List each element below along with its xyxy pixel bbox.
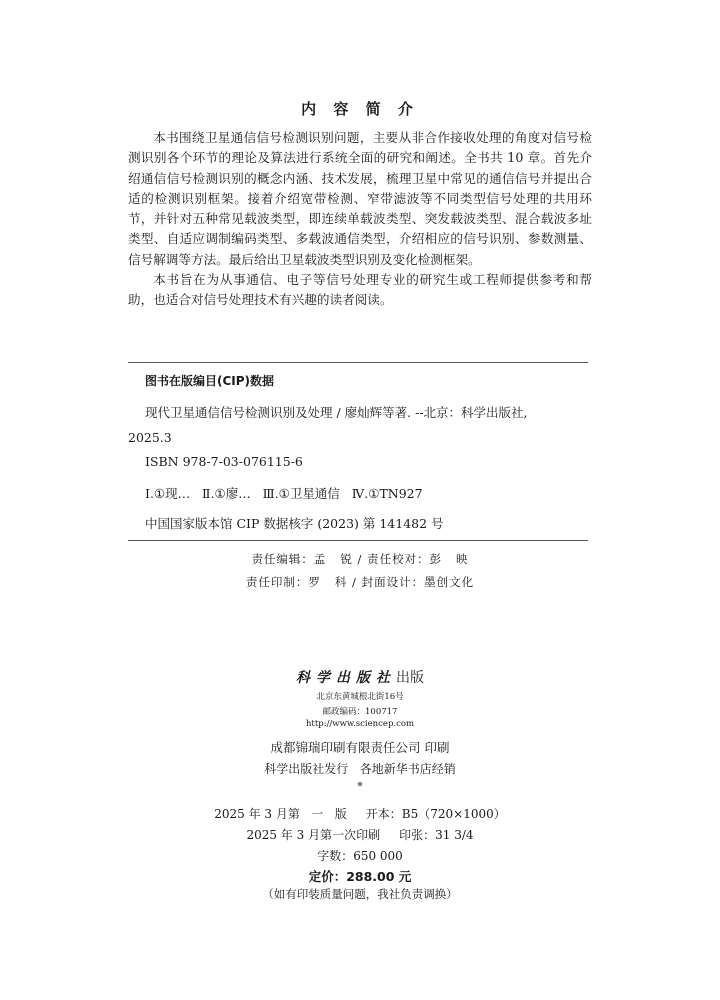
word-count: 字数：650 000 [317,849,403,863]
publisher-address: 北京东黄城根北街16号 [316,692,404,702]
publisher-website: http://www.sciencep.com [305,719,415,729]
printing-line: 2025 年 3 月第一次印刷 印张：31 3/4 [246,828,474,842]
edition-line: 2025 年 3 月第 一 版 开本：B5（720×1000） [214,807,506,821]
intro-paragraph: 本书旨在为从事通信、电子等信号处理专业的研究生或工程师提供参考和帮助，也适合对信号处理技术有兴趣的读者阅读。 [128,272,592,308]
distribution-info: 科学出版社发行 各地新华书店经销 [264,762,456,776]
cip-title: 图书在版编目(CIP)数据 [145,374,275,388]
cip-isbn: ISBN 978-7-03-076115-6 [145,454,303,469]
publisher-postcode: 邮政编码：100717 [322,707,398,717]
intro-paragraph: 本书围绕卫星通信信号检测识别问题，主要从非合作接收处理的角度对信号检测识别各个环节的理论及算法进行系统全面的研究和阐述。全书共 10 章。首先介绍通信信号检测识别的概念内涵、技术发展，梳理卫星中常见的通信信号并提出合适的检测识别框架。接着介绍宽带检测、窄带滤波等不同类型信号处理的共用环节，并针对五种常见载波类型，即连续单载波类型、突发载波类型、混合载波多址类型、自适应调制编码类型、多载波通信类型，介绍相应的信号识别、参数测量、信号解调等方法。最后给出卫星载波类型识别及变化检测框架。 [128,130,592,267]
cip-classification: Ⅰ.①现… Ⅱ.①廖… Ⅲ.①卫星通信 Ⅳ.①TN927 [145,486,423,501]
editor-credits: 责任编辑：孟 锐 / 责任校对：彭 映 [251,552,469,566]
quality-notice: （如有印装质量问题，我社负责调换） [262,887,458,901]
cip-verification: 中国国家版本馆 CIP 数据核字 (2023) 第 141482 号 [145,516,444,531]
price: 定价：288.00 元 [308,869,412,884]
publisher-logo: 科学出版社 [296,670,396,686]
printer-info: 成都锦瑞印刷有限责任公司 印刷 [270,740,450,755]
separator-asterisk: * [357,780,363,793]
publisher-suffix: 出版 [396,670,424,686]
publisher-line [0,667,720,687]
intro-heading: 内 容 简 介 [301,100,419,118]
cip-record-year: 2025.3 [128,430,172,445]
production-credits: 责任印制：罗 科 / 封面设计：墨创文化 [245,575,475,589]
intro-body [128,128,592,311]
cip-record-line: 现代卫星通信信号检测识别及处理 / 廖灿辉等著. --北京：科学出版社, [145,405,528,420]
cip-top-divider [128,362,588,363]
cip-bottom-divider [128,540,588,541]
